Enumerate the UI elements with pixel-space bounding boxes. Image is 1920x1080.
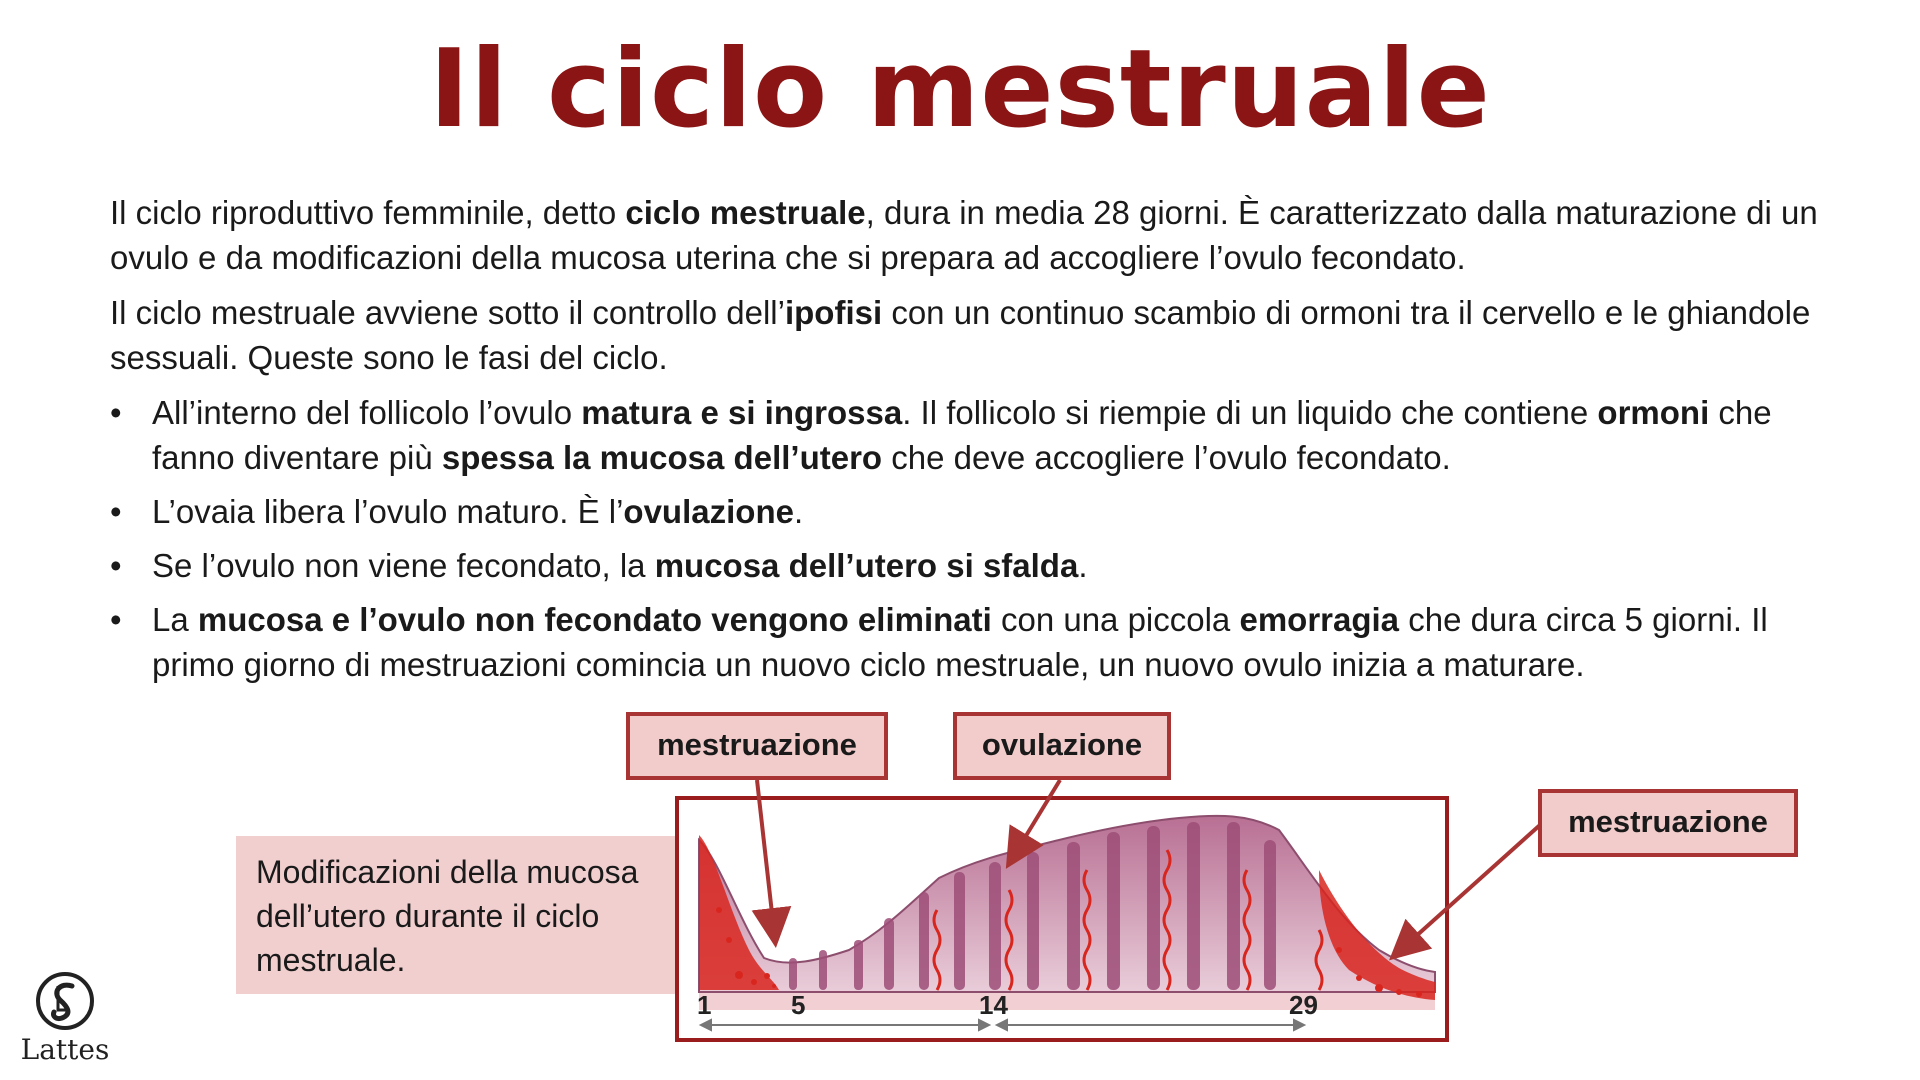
mucosa-figure	[675, 796, 1449, 1042]
page-title: Il ciclo mestruale	[429, 27, 1491, 152]
label-ovulation: ovulazione	[953, 712, 1171, 780]
mucosa-illustration	[679, 800, 1445, 1038]
label-menstruation-left: mestruazione	[626, 712, 888, 780]
list-item: • All’interno del follicolo l’ovulo matura e si ingrossa. Il follicolo si riempie di un liquido che contiene ormoni che fanno diventare più spessa la mucosa dell’utero che deve accogliere l’ovulo fecondato.	[110, 390, 1840, 480]
day-label: 14	[979, 990, 1008, 1020]
bullet-marker: •	[110, 493, 122, 530]
publisher-logo	[20, 970, 110, 1066]
basal-layer	[699, 992, 1435, 1010]
logo-text: Lattes	[20, 1033, 110, 1066]
phase-list	[110, 390, 1840, 687]
bullet-marker: •	[110, 601, 122, 638]
bold-term: ipofisi	[784, 294, 883, 331]
list-item: • Se l’ovulo non viene fecondato, la mucosa dell’utero si sfalda.	[110, 543, 1840, 588]
day-label: 1	[697, 990, 712, 1020]
hormone-paragraph: Il ciclo mestruale avviene sotto il controllo dell’ipofisi con un continuo scambio di ormoni tra il cervello e le ghiandole sessuali. Queste sono le fasi del ciclo.	[110, 294, 1811, 376]
bold-term: ciclo mestruale	[625, 194, 866, 231]
list-item: • La mucosa e l’ovulo non fecondato vengono eliminati con una piccola emorragia che dura circa 5 giorni. Il primo giorno di mestruazioni comincia un nuovo ciclo mestruale, un nuovo ovulo inizia a maturare.	[110, 597, 1840, 687]
body-text	[110, 190, 1840, 696]
label-menstruation-right: mestruazione	[1538, 789, 1798, 857]
lattes-logo-icon	[34, 970, 96, 1032]
bullet-marker: •	[110, 394, 122, 431]
day-label: 5	[791, 990, 806, 1020]
intro-paragraph: Il ciclo riproduttivo femminile, detto ciclo mestruale, dura in media 28 giorni. È caratterizzato dalla maturazione di un ovulo e da modificazioni della mucosa uterina che si prepara ad accogliere l’ovulo fecondato.	[110, 194, 1818, 276]
day-timeline	[701, 1020, 1304, 1030]
figure-caption: Modificazioni della mucosa dell’utero durante il ciclo mestruale.	[236, 836, 676, 994]
bullet-marker: •	[110, 547, 122, 584]
list-item: • L’ovaia libera l’ovulo maturo. È l’ovulazione.	[110, 489, 1840, 534]
day-label: 29	[1289, 990, 1318, 1020]
